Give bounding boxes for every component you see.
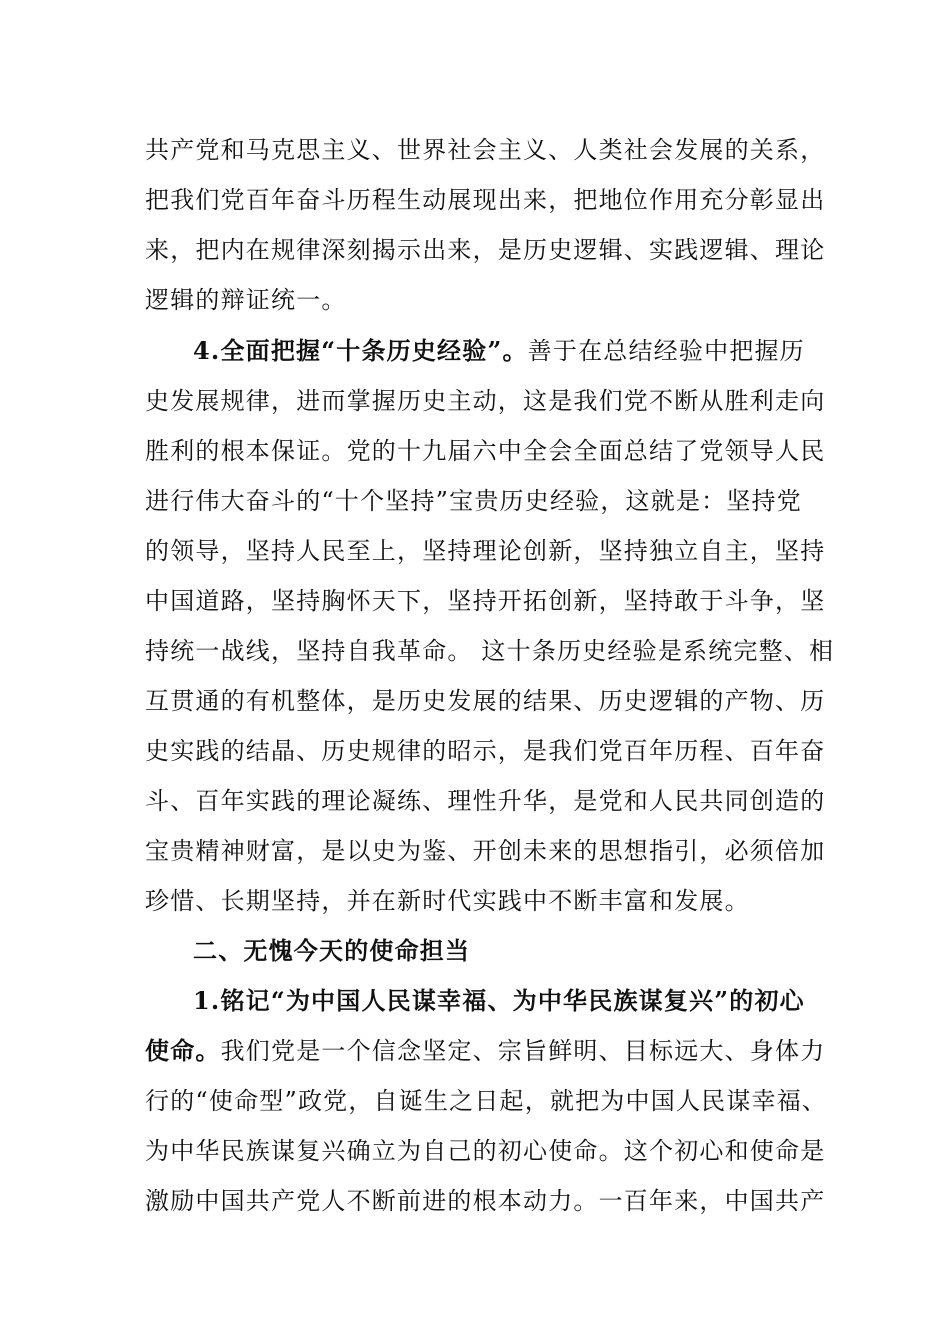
text-line bbox=[145, 285, 347, 315]
text-line bbox=[145, 736, 825, 766]
text-segment: 善于在总结经验中把握历 bbox=[527, 337, 805, 365]
section-heading bbox=[193, 936, 470, 966]
text-segment: 史发展规律，进而掌握历史主动，这是我们党不断从胜利走向 bbox=[145, 387, 826, 415]
text-segment: 胜利的根本保证。党的十九届六中全会全面总结了党领导人民 bbox=[145, 437, 826, 465]
text-line bbox=[145, 786, 825, 816]
text-line bbox=[145, 586, 825, 616]
text-line bbox=[145, 1086, 827, 1116]
text-segment: 把我们党百年奋斗历程生动展现出来，把地位作用充分彰显出 bbox=[145, 186, 826, 214]
text-line bbox=[145, 486, 802, 516]
text-segment: 共产党和马克思主义、世界社会主义、人类社会发展的关系， bbox=[145, 136, 826, 164]
text-line bbox=[145, 1186, 825, 1216]
text-segment: 史实践的结晶、历史规律的昭示，是我们党百年历程、百年奋 bbox=[145, 737, 826, 765]
text-line bbox=[145, 836, 825, 866]
text-line bbox=[145, 536, 825, 566]
text-line bbox=[145, 235, 825, 265]
text-line bbox=[145, 1136, 825, 1166]
text-line bbox=[145, 1036, 825, 1066]
text-segment: 斗、百年实践的理论凝练、理性升华，是党和人民共同创造的 bbox=[145, 787, 826, 815]
text-segment: 互贯通的有机整体，是历史发展的结果、历史逻辑的产物、历 bbox=[145, 687, 826, 715]
text-line bbox=[145, 886, 750, 916]
section-heading-text: 二、无愧今天的使命担当 bbox=[193, 936, 471, 965]
text-line bbox=[145, 636, 834, 666]
section-item-heading-line bbox=[193, 986, 805, 1016]
text-segment: 宝贵精神财富，是以史为鉴、开创未来的思想指引，必须倍加 bbox=[145, 837, 826, 865]
text-segment: 行的“使命型”政党，自诞生之日起，就把为中国人民谋幸福、 bbox=[145, 1087, 828, 1115]
text-segment: 逻辑的辩证统一。 bbox=[145, 286, 347, 314]
section-item-heading-line bbox=[193, 336, 805, 366]
text-line bbox=[145, 135, 825, 165]
text-segment: 来，把内在规律深刻揭示出来，是历史逻辑、实践逻辑、理论 bbox=[145, 236, 826, 264]
item-heading: 4.全面把握“十条历史经验”。 bbox=[193, 336, 528, 365]
text-segment: 持统一战线，坚持自我革命。 这十条历史经验是系统完整、相 bbox=[145, 637, 835, 665]
text-line bbox=[145, 185, 825, 215]
text-segment: 中国道路，坚持胸怀天下，坚持开拓创新，坚持敢于斗争，坚 bbox=[145, 587, 826, 615]
text-segment: 为中华民族谋复兴确立为自己的初心使命。这个初心和使命是 bbox=[145, 1137, 826, 1165]
text-segment: 进行伟大奋斗的“十个坚持”宝贵历史经验，这就是：坚持党 bbox=[145, 487, 802, 515]
text-segment: 珍惜、长期坚持，并在新时代实践中不断丰富和发展。 bbox=[145, 887, 750, 915]
text-segment: 激励中国共产党人不断前进的根本动力。一百年来，中国共产 bbox=[145, 1187, 826, 1215]
text-line bbox=[145, 436, 825, 466]
item-heading: 使命。 bbox=[145, 1036, 221, 1065]
text-segment: 的领导，坚持人民至上，坚持理论创新，坚持独立自主，坚持 bbox=[145, 537, 826, 565]
item-heading: 1.铭记“为中国人民谋幸福、为中华民族谋复兴”的初心 bbox=[193, 986, 805, 1015]
text-line bbox=[145, 386, 825, 416]
text-line bbox=[145, 686, 825, 716]
text-segment: 我们党是一个信念坚定、宗旨鲜明、目标远大、身体力 bbox=[220, 1037, 826, 1065]
